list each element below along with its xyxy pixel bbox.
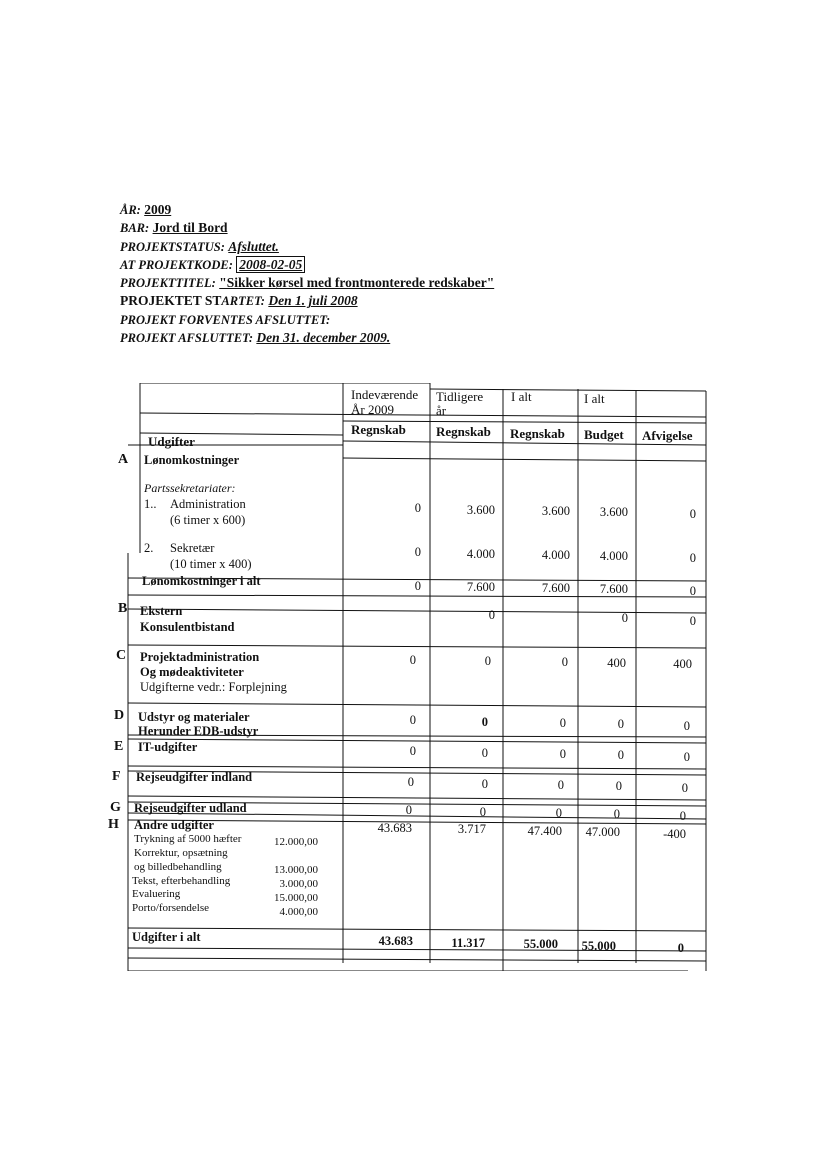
d-col1: 0	[409, 713, 416, 727]
a2-col5: 0	[689, 551, 696, 565]
budget-table	[108, 383, 708, 971]
section-letter-c: C	[116, 648, 127, 663]
udgifter-total-label: Udgifter i alt	[132, 930, 201, 944]
col2-header-line2: år	[436, 403, 447, 418]
h-item-label: Porto/forsendelse	[132, 902, 209, 914]
a2-col1: 0	[414, 545, 421, 559]
section-letter-d: D	[114, 708, 125, 723]
a1-col3: 3.600	[541, 504, 570, 518]
a-total-col3: 7.600	[541, 581, 570, 595]
a-total-col1: 0	[414, 579, 421, 593]
b-col2: 0	[488, 608, 495, 622]
e-col2: 0	[481, 746, 488, 760]
started-value: Den 1. juli 2008	[268, 293, 358, 309]
h-item-amount: 13.000,00	[274, 864, 318, 876]
h-item-amount: 12.000,00	[274, 836, 318, 848]
section-b-line2: Konsulentbistand	[140, 620, 235, 634]
a-total-col5: 0	[689, 584, 696, 598]
c-col3: 0	[561, 655, 568, 669]
expected-label: PROJEKT FORVENTES AFSLUTTET:	[120, 312, 331, 327]
title-value: "Sikker kørsel med frontmonterede redskaber"	[219, 275, 495, 291]
a1-col5: 0	[689, 507, 696, 521]
status-row	[120, 238, 494, 256]
item1-number: 1..	[144, 497, 157, 511]
g-col4: 0	[613, 807, 620, 821]
total-col2: 11.317	[451, 936, 485, 950]
title-row	[120, 274, 494, 292]
udgifter-header: Udgifter	[148, 434, 195, 449]
a2-col3: 4.000	[541, 548, 570, 562]
e-col4: 0	[617, 748, 624, 762]
title-label: PROJEKTTITEL:	[120, 276, 216, 291]
code-value: 2008-02-05	[236, 256, 305, 273]
h-item-amount: 4.000,00	[279, 906, 318, 918]
c-col1: 0	[409, 653, 416, 667]
g-col5: 0	[679, 809, 686, 823]
sub-header-regnskab-3: Regnskab	[510, 426, 565, 441]
section-letter-h: H	[108, 817, 119, 832]
year-value: 2009	[144, 202, 172, 217]
col2-header-line1: Tidligere	[436, 389, 484, 404]
h-col5: -400	[663, 827, 686, 841]
g-col3: 0	[555, 806, 562, 820]
h-item-amount: 3.000,00	[279, 878, 318, 890]
total-col3: 55.000	[523, 937, 558, 951]
section-letter-a: A	[118, 452, 129, 467]
started-label-a: PROJEKTET ST	[120, 293, 222, 309]
f-col5: 0	[681, 781, 688, 795]
code-label: AT PROJEKTKODE:	[120, 257, 233, 272]
d-col4: 0	[617, 717, 624, 731]
finished-value: Den 31. december 2009.	[256, 330, 391, 346]
finished-label: PROJEKT AFSLUTTET:	[120, 331, 253, 346]
f-col4: 0	[615, 779, 622, 793]
col4-header: I alt	[584, 391, 605, 406]
e-col1: 0	[409, 744, 416, 758]
f-col1: 0	[407, 775, 414, 789]
h-col1: 43.683	[377, 821, 412, 835]
section-g-line1: Rejseudgifter udland	[134, 801, 247, 815]
c-col5: 400	[673, 657, 692, 671]
bar-label: BAR:	[120, 221, 150, 236]
section-h-line1: Andre udgifter	[134, 818, 214, 832]
sub-header-regnskab-2: Regnskab	[436, 424, 491, 439]
h-item-label: Tekst, efterbehandling	[132, 875, 231, 887]
g-col2: 0	[479, 805, 486, 819]
sub-header-budget: Budget	[584, 427, 624, 442]
col3-header: I alt	[511, 389, 532, 404]
item1-note: (6 timer x 600)	[170, 513, 246, 527]
section-letter-g: G	[110, 800, 121, 815]
a-total-col2: 7.600	[466, 580, 495, 594]
item1-label: Administration	[170, 497, 246, 511]
f-col2: 0	[481, 777, 488, 791]
g-col1: 0	[405, 803, 412, 817]
section-d-line1: Udstyr og materialer	[138, 710, 250, 724]
a2-col4: 4.000	[599, 549, 628, 563]
bar-row	[120, 219, 494, 237]
d-col2: 0	[481, 715, 488, 729]
item2-number: 2.	[144, 541, 154, 555]
section-d-line2: Herunder EDB-udstyr	[138, 724, 259, 738]
section-letter-f: F	[112, 769, 121, 784]
total-col4: 55.000	[581, 939, 616, 953]
total-col5: 0	[677, 941, 684, 955]
col1-header-line1: Indeværende	[351, 387, 419, 402]
section-e-line1: IT-udgifter	[138, 740, 198, 754]
section-letter-e: E	[114, 739, 124, 754]
started-label-b: ARTET:	[221, 294, 265, 309]
status-value: Afsluttet.	[228, 238, 279, 254]
a1-col4: 3.600	[599, 505, 628, 519]
h-item-amount: 15.000,00	[274, 892, 318, 904]
section-c-line1: Projektadministration	[140, 650, 260, 664]
finished-row	[120, 329, 494, 347]
h-col2: 3.717	[457, 822, 486, 836]
f-col3: 0	[557, 778, 564, 792]
a1-col2: 3.600	[466, 503, 495, 517]
sub-header-regnskab-1: Regnskab	[351, 422, 406, 437]
year-label: ÅR:	[120, 203, 141, 217]
section-c-line3: Udgifterne vedr.: Forplejning	[140, 680, 287, 694]
c-col4: 400	[607, 656, 626, 670]
section-f-line1: Rejseudgifter indland	[136, 770, 253, 784]
lonomkostninger-total-label: Lønomkostninger i alt	[142, 574, 261, 588]
expected-row	[120, 311, 494, 329]
h-col3: 47.400	[527, 824, 562, 838]
a1-col1: 0	[414, 501, 421, 515]
h-item-label: Korrektur, opsætning	[134, 847, 228, 859]
d-col5: 0	[683, 719, 690, 733]
code-row	[120, 256, 494, 274]
bar-value: Jord til Bord	[152, 220, 228, 236]
section-letter-b: B	[118, 601, 128, 616]
b-col5: 0	[689, 614, 696, 628]
status-label: PROJEKTSTATUS:	[120, 239, 225, 254]
e-col3: 0	[559, 747, 566, 761]
total-col1: 43.683	[378, 934, 413, 948]
partssekretariater-label: Partssekretariater:	[144, 481, 236, 495]
project-header	[120, 201, 494, 347]
h-item-label: og billedbehandling	[134, 861, 222, 873]
c-col2: 0	[484, 654, 491, 668]
d-col3: 0	[559, 716, 566, 730]
a2-col2: 4.000	[466, 547, 495, 561]
a-total-col4: 7.600	[599, 582, 628, 596]
section-c-line2: Og mødeaktiviteter	[140, 665, 244, 679]
h-item-label: Evaluering	[132, 888, 181, 900]
h-item-label: Trykning af 5000 hæfter	[134, 833, 242, 845]
started-row	[120, 292, 494, 310]
e-col5: 0	[683, 750, 690, 764]
section-a-title: Lønomkostninger	[144, 453, 240, 467]
sub-header-afvigelse: Afvigelse	[642, 428, 693, 443]
item2-label: Sekretær	[170, 541, 215, 555]
section-b-line1: Ekstern	[140, 604, 183, 618]
b-col4: 0	[621, 611, 628, 625]
h-col4: 47.000	[585, 825, 620, 839]
item2-note: (10 timer x 400)	[170, 557, 252, 571]
col1-header-line2: År 2009	[351, 402, 394, 417]
year-row	[120, 201, 494, 219]
